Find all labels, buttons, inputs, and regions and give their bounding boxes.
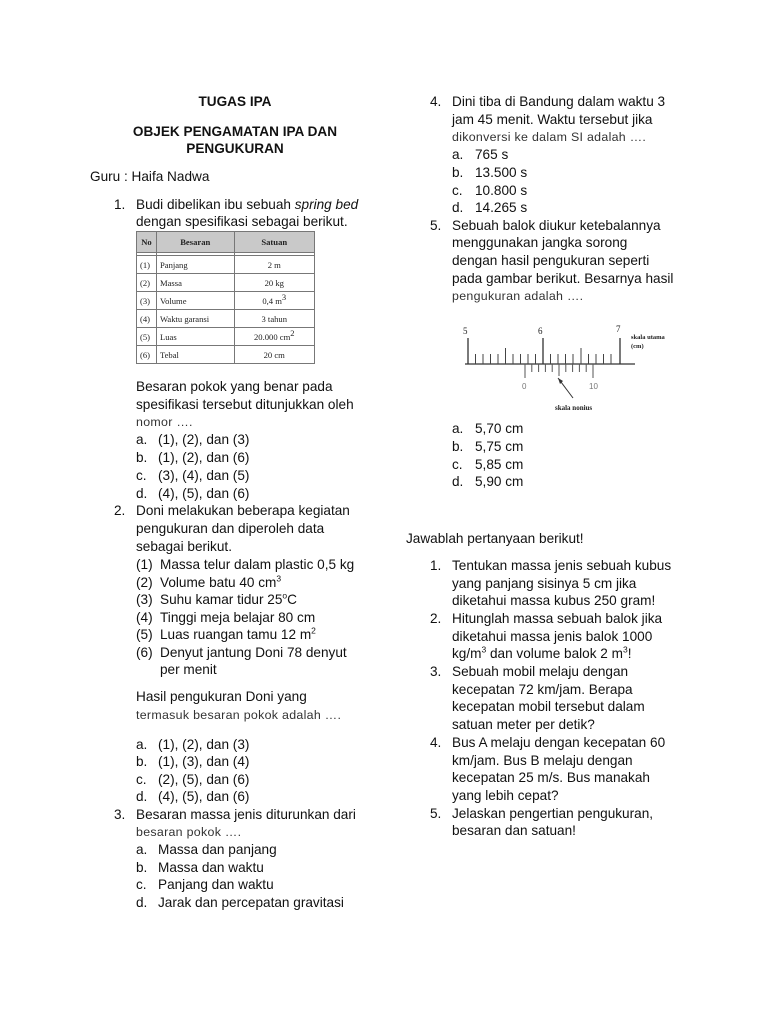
question-text: Dini tiba di Bandung dalam waktu 3 [452,94,666,109]
page-subtitle-line2: PENGUKURAN [186,141,284,156]
list-item [160,626,316,643]
list-item-text: Luas ruangan tamu 12 m [160,627,312,642]
list-number: (2) [136,575,153,590]
question-text-part: kg/m [452,646,482,661]
option-text: Massa dan panjang [158,842,277,857]
option-letter: b. [136,450,148,465]
option-letter: b. [452,439,464,454]
question-number: 3. [114,807,126,822]
question-text: Tentukan massa jenis sebuah kubus [452,558,672,573]
option-letter: c. [452,183,463,198]
table-cell: Volume [156,292,234,310]
option-letter: d. [136,789,148,804]
option-text: Massa dan waktu [158,860,264,875]
question-text-part: Budi dibelikan ibu sebuah [136,197,295,212]
list-number: (5) [136,627,153,642]
list-item [160,574,281,591]
question-number: 5. [430,218,442,233]
table-cell: 20 kg [234,274,314,292]
option-letter: b. [452,165,464,180]
question-text: diketahui massa kubus 250 gram! [452,593,656,608]
question-number: 3. [430,664,442,679]
unit-text: 0,4 m [262,295,282,306]
vernier-label: 0 [522,382,527,391]
question-text: yang panjang sisinya 5 cm jika [452,576,637,591]
list-item: per menit [160,662,217,677]
unit-exponent: 3 [281,291,287,302]
question-text: satuan meter per detik? [452,717,595,732]
question-number: 4. [430,94,442,109]
unit-exponent: 3 [481,644,487,655]
question-text: dengan hasil pengukuran seperti [452,253,650,268]
table-cell: 20 cm [234,346,314,364]
option-text: (1), (2), dan (3) [158,432,250,447]
question-text: kecepatan 25 m/s. Bus manakah [452,770,650,785]
list-number: (1) [136,557,153,572]
vernier-caption: skala nonius [555,404,593,412]
main-scale-label: 5 [463,326,468,336]
question-text: jam 45 menit. Waktu tersebut jika [452,112,653,127]
option-letter: d. [136,486,148,501]
table-cell: (6) [137,346,157,364]
option-text: 5,90 cm [475,474,524,489]
table-cell: Luas [156,328,234,346]
option-letter: a. [136,842,148,857]
degree-mark: o [282,590,288,601]
spec-table [136,231,315,364]
option-letter: a. [452,147,464,162]
question-text: km/jam. Bus B melaju dengan [452,753,633,768]
question-text: besaran dan satuan! [452,823,576,838]
question-text: dengan spesifikasi sebagai berikut. [136,214,348,229]
page-subtitle: OBJEK PENGAMATAN IPA DAN [132,124,338,139]
list-item: Tinggi meja belajar 80 cm [160,610,316,625]
table-cell: 2 m [234,256,314,274]
option-text: 765 s [475,147,509,162]
option-letter: c. [136,877,147,892]
table-cell: Panjang [156,256,234,274]
table-cell: (3) [137,292,157,310]
list-item [160,591,297,608]
question-text: Besaran pokok yang benar pada [136,379,333,394]
table-header-row [137,232,315,253]
option-letter: b. [136,754,148,769]
teacher-name: Guru : Haifa Nadwa [90,169,210,184]
question-number: 4. [430,735,442,750]
table-row [137,328,315,346]
main-scale-unit: (cm) [631,343,644,350]
question-text: spesifikasi tersebut ditunjukkan oleh [136,397,354,412]
table-cell: (1) [137,256,157,274]
option-text: Panjang dan waktu [158,877,274,892]
question-text: Jelaskan pengertian pengukuran, [452,806,654,821]
list-number: (3) [136,592,153,607]
question-text: menggunakan jangka sorong [452,235,628,250]
option-text: (2), (5), dan (6) [158,772,250,787]
list-number: (4) [136,610,153,625]
table-cell: (4) [137,310,157,328]
question-text: nomor …. [136,415,193,429]
table-header: Satuan [234,232,314,253]
table-header: Besaran [156,232,234,253]
list-item: Denyut jantung Doni 78 denyut [160,645,347,660]
question-text: Bus A melaju dengan kecepatan 60 [452,735,666,750]
question-number: 2. [430,611,442,626]
question-number: 1. [114,197,126,212]
question-text-emphasis: spring bed [294,197,359,212]
table-cell: 3 tahun [234,310,314,328]
table-cell [234,328,314,346]
list-item-text: Suhu kamar tidur 25 [160,592,283,607]
question-number: 2. [114,503,126,518]
table-cell: (2) [137,274,157,292]
unit-exponent: 2 [311,625,316,636]
main-scale-label: 7 [616,324,621,334]
question-text: pengukuran adalah …. [452,289,584,303]
list-item-text: Volume batu 40 cm [160,575,277,590]
table-row [137,346,315,364]
table-row [137,274,315,292]
list-item: Massa telur dalam plastic 0,5 kg [160,557,355,572]
option-text: (3), (4), dan (5) [158,468,250,483]
table-row [137,256,315,274]
option-text: 10.800 s [475,183,528,198]
question-text: Sebuah mobil melaju dengan [452,664,629,679]
vernier-caliper-figure [455,318,685,418]
list-number: (6) [136,645,153,660]
question-text [452,645,632,662]
question-text: Sebuah balok diukur ketebalannya [452,218,661,233]
option-text: 14.265 s [475,200,528,215]
table-header: No [137,232,157,253]
option-letter: d. [452,200,464,215]
option-letter: a. [136,432,148,447]
option-text: (4), (5), dan (6) [158,789,250,804]
table-cell: (5) [137,328,157,346]
list-item-text: C [287,592,297,607]
question-text: dikonversi ke dalam SI adalah …. [452,130,647,144]
option-text: 5,75 cm [475,439,524,454]
option-text: 13.500 s [475,165,528,180]
unit-exponent: 3 [276,573,282,584]
table-cell: Waktu garansi [156,310,234,328]
option-text: 5,85 cm [475,457,524,472]
table-row [137,310,315,328]
option-text: (1), (2), dan (6) [158,450,250,465]
vernier-ticks [525,364,593,378]
option-letter: c. [136,772,147,787]
question-text: Hasil pengukuran Doni yang [136,689,307,704]
option-letter: a. [136,737,148,752]
question-text: kecepatan 72 km/jam. Berapa [452,682,633,697]
option-letter: c. [452,457,463,472]
option-letter: d. [136,895,148,910]
question-text: diketahui massa jenis balok 1000 [452,629,653,644]
table-cell: Tebal [156,346,234,364]
table-cell: Massa [156,274,234,292]
question-text: Besaran massa jenis diturunkan dari [136,807,356,822]
essay-heading: Jawablah pertanyaan berikut! [406,531,584,546]
main-scale-caption: skala utama [631,334,665,341]
question-text-part: ! [627,646,632,661]
question-text: Hitunglah massa sebuah balok jika [452,611,663,626]
option-letter: d. [452,474,464,489]
option-letter: b. [136,860,148,875]
question-text [136,196,358,213]
option-letter: c. [136,468,147,483]
unit-exponent: 2 [290,327,295,338]
option-text: (1), (3), dan (4) [158,754,250,769]
question-number: 5. [430,806,442,821]
question-text: Doni melakukan beberapa kegiatan [136,503,350,518]
vernier-label: 10 [589,382,598,391]
option-text: (1), (2), dan (3) [158,737,250,752]
question-text: yang lebih cepat? [452,788,559,803]
question-text: besaran pokok …. [136,825,242,839]
option-text: Jarak dan percepatan gravitasi [158,895,344,910]
option-text: (4), (5), dan (6) [158,486,250,501]
option-letter: a. [452,421,464,436]
question-number: 1. [430,558,442,573]
table-row [137,292,315,310]
main-scale-label: 6 [538,326,543,336]
question-text: pengukuran dan diperoleh data [136,521,325,536]
page-title: TUGAS IPA [198,94,272,109]
table-cell [234,292,314,310]
question-text-part: dan volume balok 2 m [486,646,623,661]
question-text: kecepatan mobil tersebut dalam [452,699,645,714]
unit-exponent: 3 [622,644,628,655]
question-text: termasuk besaran pokok adalah …. [136,708,342,722]
question-text: sebagai berikut. [136,539,232,554]
unit-text: 20.000 cm [253,331,291,342]
option-text: 5,70 cm [475,421,524,436]
question-text: pada gambar berikut. Besarnya hasil [452,271,674,286]
